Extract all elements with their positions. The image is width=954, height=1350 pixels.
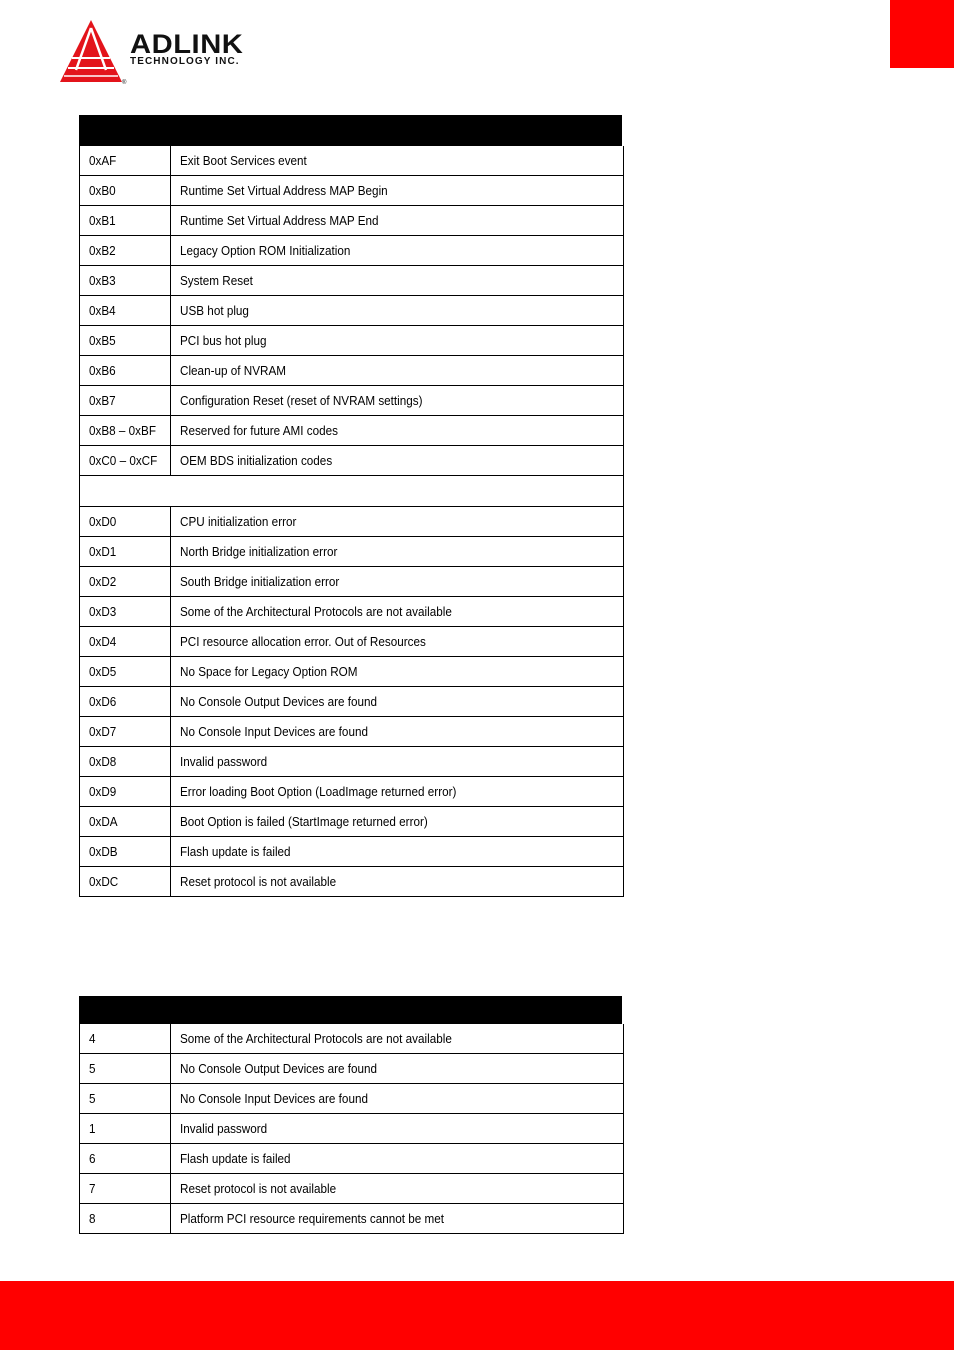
description-cell	[171, 717, 624, 747]
description-cell	[171, 1114, 624, 1144]
description-cell	[171, 657, 624, 687]
description-text: Invalid password	[180, 754, 268, 769]
code-text: 0xD7	[89, 724, 117, 739]
table-row	[80, 1024, 624, 1054]
description-cell	[171, 1144, 624, 1174]
code-cell	[80, 296, 171, 326]
description-text: Boot Option is failed (StartImage returned error)	[180, 814, 428, 829]
code-text: 0xB6	[89, 363, 116, 378]
code-text: 1	[89, 1121, 96, 1136]
description-cell	[171, 507, 624, 537]
description-text: CPU initialization error	[180, 514, 297, 529]
description-text: USB hot plug	[180, 303, 249, 318]
description-cell	[171, 567, 624, 597]
description-cell	[171, 747, 624, 777]
table-row	[80, 1174, 624, 1204]
table-header-cell	[171, 997, 624, 1024]
code-cell	[80, 867, 171, 897]
table-row	[80, 356, 624, 386]
code-cell	[80, 236, 171, 266]
adlink-logo	[58, 18, 278, 86]
table-row	[80, 867, 624, 897]
code-text: 4	[89, 1031, 96, 1046]
code-text: 0xB3	[89, 273, 116, 288]
table-header-cell	[171, 116, 624, 146]
table-row	[80, 507, 624, 537]
table-row	[80, 747, 624, 777]
code-cell	[80, 747, 171, 777]
code-cell	[80, 326, 171, 356]
description-cell	[171, 1024, 624, 1054]
code-cell	[80, 537, 171, 567]
table-row	[80, 416, 624, 446]
table-row	[80, 777, 624, 807]
description-cell	[171, 386, 624, 416]
code-text: 0xD1	[89, 544, 117, 559]
code-cell	[80, 386, 171, 416]
description-cell	[171, 687, 624, 717]
table-header-cell	[80, 997, 171, 1024]
section-divider-row	[80, 476, 624, 507]
code-text: 6	[89, 1151, 96, 1166]
description-cell	[171, 837, 624, 867]
table-header-cell	[80, 116, 171, 146]
logo-brand-text: ADLINK	[130, 29, 244, 59]
code-text: 0xB8 – 0xBF	[89, 423, 156, 438]
code-text: 0xDA	[89, 814, 118, 829]
table-row	[80, 296, 624, 326]
code-text: 0xD2	[89, 574, 117, 589]
description-cell	[171, 176, 624, 206]
description-text: Error loading Boot Option (LoadImage returned error)	[180, 784, 457, 799]
description-cell	[171, 416, 624, 446]
description-text: South Bridge initialization error	[180, 574, 340, 589]
table-row	[80, 687, 624, 717]
code-cell	[80, 416, 171, 446]
code-cell	[80, 206, 171, 236]
code-cell	[80, 1144, 171, 1174]
code-text: 0xB5	[89, 333, 116, 348]
corner-page-tab	[890, 0, 954, 68]
footer-bar	[0, 1281, 954, 1350]
description-cell	[171, 627, 624, 657]
code-text: 0xB0	[89, 183, 116, 198]
code-cell	[80, 266, 171, 296]
code-text: 0xD9	[89, 784, 117, 799]
table-row	[80, 567, 624, 597]
description-text: PCI resource allocation error. Out of Resources	[180, 634, 426, 649]
description-text: North Bridge initialization error	[180, 544, 338, 559]
table-row	[80, 807, 624, 837]
table-row	[80, 176, 624, 206]
description-cell	[171, 266, 624, 296]
table-row	[80, 1114, 624, 1144]
code-text: 0xD3	[89, 604, 117, 619]
code-text: 0xB1	[89, 213, 116, 228]
description-text: Reset protocol is not available	[180, 1181, 337, 1196]
description-cell	[171, 597, 624, 627]
table-row	[80, 326, 624, 356]
code-cell	[80, 597, 171, 627]
table-row	[80, 236, 624, 266]
code-cell	[80, 717, 171, 747]
code-text: 0xB2	[89, 243, 116, 258]
description-text: Legacy Option ROM Initialization	[180, 243, 351, 258]
description-text: PCI bus hot plug	[180, 333, 267, 348]
description-cell	[171, 537, 624, 567]
registered-mark: ®	[122, 80, 127, 86]
table-row	[80, 266, 624, 296]
description-cell	[171, 1084, 624, 1114]
table-row	[80, 1144, 624, 1174]
code-text: 5	[89, 1061, 96, 1076]
table-row	[80, 386, 624, 416]
code-cell	[80, 1114, 171, 1144]
code-cell	[80, 1024, 171, 1054]
description-text: Configuration Reset (reset of NVRAM settings)	[180, 393, 423, 408]
description-text: No Console Input Devices are found	[180, 724, 368, 739]
code-text: 0xD5	[89, 664, 117, 679]
code-text: 0xDC	[89, 874, 119, 889]
description-text: Flash update is failed	[180, 1151, 291, 1166]
description-text: No Console Output Devices are found	[180, 1061, 378, 1076]
table-row	[80, 597, 624, 627]
beep-code-table	[79, 996, 625, 1234]
description-text: Invalid password	[180, 1121, 268, 1136]
description-text: Exit Boot Services event	[180, 153, 307, 168]
code-cell	[80, 1084, 171, 1114]
description-text: No Console Input Devices are found	[180, 1091, 368, 1106]
logo-tagline: TECHNOLOGY INC.	[130, 56, 240, 67]
adlink-triangle-icon	[58, 18, 128, 86]
code-cell	[80, 356, 171, 386]
description-text: Reset protocol is not available	[180, 874, 337, 889]
code-cell	[80, 1174, 171, 1204]
description-cell	[171, 236, 624, 266]
code-cell	[80, 1054, 171, 1084]
code-text: 0xC0 – 0xCF	[89, 453, 158, 468]
table-row	[80, 1054, 624, 1084]
code-cell	[80, 567, 171, 597]
table-row	[80, 146, 624, 176]
description-cell	[171, 146, 624, 176]
description-cell	[171, 1204, 624, 1234]
description-text: OEM BDS initialization codes	[180, 453, 333, 468]
description-cell	[171, 1054, 624, 1084]
code-cell	[80, 777, 171, 807]
table-row	[80, 717, 624, 747]
code-cell	[80, 627, 171, 657]
code-text: 0xB7	[89, 393, 116, 408]
description-text: Some of the Architectural Protocols are not available	[180, 604, 452, 619]
description-cell	[171, 807, 624, 837]
code-cell	[80, 837, 171, 867]
code-text: 0xB4	[89, 303, 116, 318]
description-text: Clean-up of NVRAM	[180, 363, 287, 378]
code-text: 0xD6	[89, 694, 117, 709]
table-header-row	[80, 997, 624, 1024]
table-row	[80, 1084, 624, 1114]
table-row	[80, 837, 624, 867]
description-cell	[171, 446, 624, 476]
description-cell	[171, 867, 624, 897]
description-text: No Console Output Devices are found	[180, 694, 378, 709]
post-code-table	[79, 115, 625, 897]
description-text: Flash update is failed	[180, 844, 291, 859]
description-cell	[171, 777, 624, 807]
description-cell	[171, 356, 624, 386]
description-text: No Space for Legacy Option ROM	[180, 664, 358, 679]
code-text: 5	[89, 1091, 96, 1106]
description-cell	[171, 296, 624, 326]
description-text: System Reset	[180, 273, 253, 288]
code-cell	[80, 146, 171, 176]
code-cell	[80, 687, 171, 717]
table-row	[80, 1204, 624, 1234]
description-cell	[171, 1174, 624, 1204]
code-cell	[80, 176, 171, 206]
description-text: Platform PCI resource requirements cannot be met	[180, 1211, 445, 1226]
table-row	[80, 627, 624, 657]
code-text: 7	[89, 1181, 96, 1196]
description-text: Runtime Set Virtual Address MAP End	[180, 213, 379, 228]
table-row	[80, 446, 624, 476]
code-cell	[80, 657, 171, 687]
code-cell	[80, 446, 171, 476]
section-divider-cell	[80, 476, 624, 507]
description-text: Reserved for future AMI codes	[180, 423, 339, 438]
description-text: Some of the Architectural Protocols are not available	[180, 1031, 452, 1046]
code-text: 0xDB	[89, 844, 118, 859]
description-text: Runtime Set Virtual Address MAP Begin	[180, 183, 388, 198]
code-text: 0xD8	[89, 754, 117, 769]
code-cell	[80, 507, 171, 537]
code-text: 0xAF	[89, 153, 117, 168]
description-cell	[171, 326, 624, 356]
code-text: 0xD0	[89, 514, 117, 529]
table-row	[80, 537, 624, 567]
description-cell	[171, 206, 624, 236]
table-header-row	[80, 116, 624, 146]
code-text: 0xD4	[89, 634, 117, 649]
table-row	[80, 657, 624, 687]
table-row	[80, 206, 624, 236]
code-text: 8	[89, 1211, 96, 1226]
code-cell	[80, 807, 171, 837]
code-cell	[80, 1204, 171, 1234]
